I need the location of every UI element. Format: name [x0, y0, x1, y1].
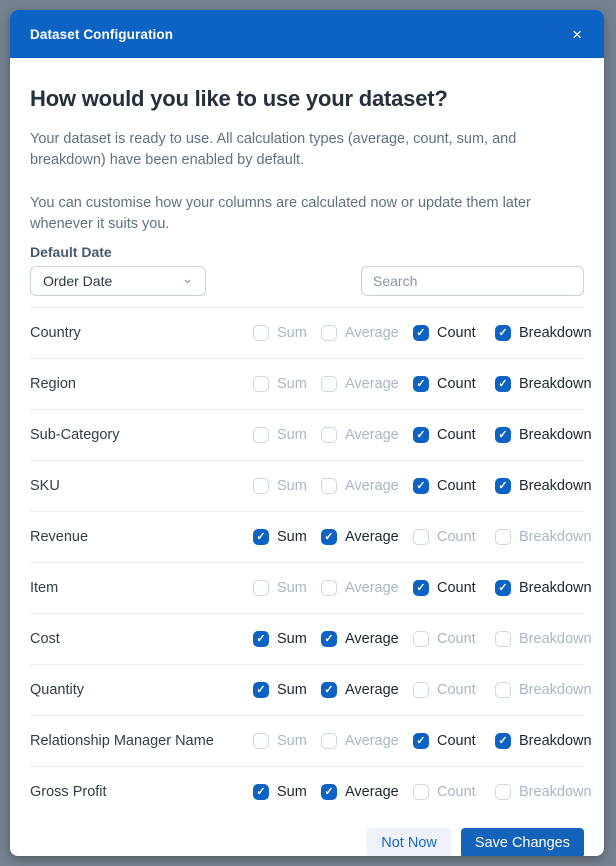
modal-header: [10, 10, 604, 58]
checkbox-label: Sum: [277, 682, 307, 698]
checkbox-option: [253, 325, 321, 341]
checkbox-label: Breakdown: [519, 478, 592, 494]
checkbox-icon[interactable]: [413, 733, 429, 749]
checkbox-label: Count: [437, 784, 476, 800]
column-name: SKU: [30, 478, 60, 494]
checkbox-icon[interactable]: [321, 376, 337, 392]
checkbox-option: [413, 682, 495, 698]
checkbox-icon[interactable]: [413, 478, 429, 494]
default-date-selected-value: Order Date: [43, 273, 113, 289]
controls-row: [30, 266, 584, 296]
checkbox-label: Average: [345, 325, 399, 341]
checkbox-option: [253, 733, 321, 749]
table-row: [30, 460, 592, 511]
column-name: Relationship Manager Name: [30, 733, 214, 749]
checkbox-option[interactable]: [495, 427, 592, 443]
checkbox-option: [495, 682, 592, 698]
dataset-configuration-modal: [10, 10, 604, 856]
checkbox-icon[interactable]: [253, 580, 269, 596]
checkbox-icon[interactable]: [253, 733, 269, 749]
checkbox-option[interactable]: [413, 427, 495, 443]
checkbox-label: Count: [437, 376, 476, 392]
modal-footer: [10, 817, 604, 856]
table-row: [30, 409, 592, 460]
table-row: [30, 562, 592, 613]
column-name: Gross Profit: [30, 784, 107, 800]
checkbox-icon[interactable]: [413, 631, 429, 647]
checkbox-icon[interactable]: [321, 427, 337, 443]
checkbox-icon[interactable]: [495, 784, 511, 800]
checkbox-label: Sum: [277, 784, 307, 800]
checkbox-icon[interactable]: [253, 478, 269, 494]
checkbox-option[interactable]: [253, 631, 321, 647]
checkbox-option: [321, 478, 413, 494]
modal-header-title: Dataset Configuration: [30, 26, 174, 42]
checkbox-icon[interactable]: [413, 427, 429, 443]
checkbox-label: Average: [345, 529, 399, 545]
checkbox-option: [321, 376, 413, 392]
close-icon[interactable]: ×: [572, 24, 582, 44]
checkbox-option: [321, 325, 413, 341]
checkbox-label: Average: [345, 631, 399, 647]
checkbox-option[interactable]: [321, 529, 413, 545]
table-row: [30, 358, 592, 409]
checkbox-label: Sum: [277, 631, 307, 647]
checkbox-label: Breakdown: [519, 376, 592, 392]
table-row: [30, 307, 592, 358]
checkbox-option[interactable]: [495, 478, 592, 494]
checkbox-option[interactable]: [413, 478, 495, 494]
checkbox-label: Count: [437, 580, 476, 596]
checkbox-option: [321, 427, 413, 443]
column-name: Quantity: [30, 682, 84, 698]
checkbox-icon[interactable]: [495, 529, 511, 545]
checkbox-icon[interactable]: [321, 529, 337, 545]
checkbox-icon[interactable]: [321, 631, 337, 647]
checkbox-label: Sum: [277, 580, 307, 596]
intro-paragraph-1: Your dataset is ready to use. All calculation types (average, count, sum, and breakdown) have been enabled by default.: [30, 131, 517, 168]
column-name: Revenue: [30, 529, 89, 545]
checkbox-label: Breakdown: [519, 580, 592, 596]
checkbox-icon[interactable]: [413, 580, 429, 596]
checkbox-option[interactable]: [495, 580, 592, 596]
checkbox-label: Count: [437, 529, 476, 545]
checkbox-label: Sum: [277, 529, 307, 545]
table-row: [30, 613, 592, 664]
modal-body: [10, 58, 604, 817]
checkbox-label: Average: [345, 682, 399, 698]
checkbox-label: Breakdown: [519, 325, 592, 341]
checkbox-option: [321, 580, 413, 596]
checkbox-icon[interactable]: [321, 325, 337, 341]
checkbox-option[interactable]: [495, 325, 592, 341]
checkbox-label: Breakdown: [519, 631, 592, 647]
checkbox-icon[interactable]: [321, 580, 337, 596]
checkbox-label: Average: [345, 580, 399, 596]
column-name: Item: [30, 580, 59, 596]
save-changes-button[interactable]: Save Changes: [461, 828, 584, 856]
checkbox-label: Average: [345, 733, 399, 749]
columns-table: [30, 307, 592, 817]
checkbox-option[interactable]: [253, 682, 321, 698]
checkbox-label: Count: [437, 325, 476, 341]
checkbox-option[interactable]: [321, 631, 413, 647]
checkbox-label: Breakdown: [519, 529, 592, 545]
checkbox-icon[interactable]: [495, 478, 511, 494]
column-name: Country: [30, 325, 81, 341]
checkbox-icon[interactable]: [495, 580, 511, 596]
checkbox-icon[interactable]: [253, 325, 269, 341]
checkbox-label: Average: [345, 784, 399, 800]
checkbox-label: Count: [437, 631, 476, 647]
not-now-button[interactable]: Not Now: [367, 828, 451, 856]
checkbox-icon[interactable]: [413, 682, 429, 698]
checkbox-label: Breakdown: [519, 784, 592, 800]
checkbox-option: [413, 631, 495, 647]
checkbox-icon[interactable]: [495, 631, 511, 647]
checkbox-option[interactable]: [413, 376, 495, 392]
checkbox-option: [413, 529, 495, 545]
checkbox-label: Average: [345, 427, 399, 443]
checkbox-option: [495, 784, 592, 800]
checkbox-icon[interactable]: [413, 529, 429, 545]
checkbox-option: [253, 478, 321, 494]
checkbox-icon[interactable]: [413, 784, 429, 800]
checkbox-option[interactable]: [253, 784, 321, 800]
checkbox-option[interactable]: [495, 376, 592, 392]
checkbox-label: Count: [437, 682, 476, 698]
checkbox-icon[interactable]: [413, 376, 429, 392]
checkbox-icon[interactable]: [495, 325, 511, 341]
table-row: [30, 766, 592, 817]
checkbox-option: [413, 784, 495, 800]
checkbox-icon[interactable]: [495, 733, 511, 749]
checkbox-label: Sum: [277, 325, 307, 341]
chevron-down-icon: ⌄: [182, 270, 193, 286]
checkbox-label: Breakdown: [519, 733, 592, 749]
table-row: [30, 715, 592, 766]
checkbox-label: Sum: [277, 376, 307, 392]
checkbox-icon[interactable]: [495, 427, 511, 443]
table-row: [30, 664, 592, 715]
checkbox-icon[interactable]: [253, 682, 269, 698]
checkbox-option: [495, 631, 592, 647]
checkbox-label: Sum: [277, 427, 307, 443]
checkbox-option: [253, 427, 321, 443]
checkbox-option[interactable]: [321, 784, 413, 800]
page-title: How would you like to use your dataset?: [30, 86, 448, 111]
checkbox-icon[interactable]: [413, 325, 429, 341]
checkbox-option[interactable]: [413, 325, 495, 341]
checkbox-option[interactable]: [413, 580, 495, 596]
checkbox-icon[interactable]: [253, 784, 269, 800]
intro-paragraph-2: You can customise how your columns are calculated now or update them later whenever it suits you.: [30, 195, 531, 232]
checkbox-label: Average: [345, 376, 399, 392]
checkbox-option: [495, 529, 592, 545]
checkbox-option: [253, 580, 321, 596]
checkbox-option[interactable]: [413, 733, 495, 749]
checkbox-label: Count: [437, 478, 476, 494]
checkbox-icon[interactable]: [253, 376, 269, 392]
table-row: [30, 511, 592, 562]
checkbox-option: [253, 376, 321, 392]
checkbox-icon[interactable]: [321, 478, 337, 494]
column-name: Sub-Category: [30, 427, 120, 443]
column-name: Cost: [30, 631, 60, 647]
checkbox-option[interactable]: [321, 682, 413, 698]
checkbox-label: Breakdown: [519, 682, 592, 698]
checkbox-option[interactable]: [495, 733, 592, 749]
checkbox-icon[interactable]: [495, 376, 511, 392]
default-date-label: Default Date: [30, 244, 112, 260]
checkbox-option[interactable]: [253, 529, 321, 545]
checkbox-icon[interactable]: [495, 682, 511, 698]
checkbox-icon[interactable]: [321, 733, 337, 749]
checkbox-icon[interactable]: [321, 682, 337, 698]
checkbox-icon[interactable]: [253, 529, 269, 545]
default-date-select[interactable]: [30, 266, 206, 296]
checkbox-label: Sum: [277, 478, 307, 494]
checkbox-label: Count: [437, 427, 476, 443]
checkbox-icon[interactable]: [253, 427, 269, 443]
checkbox-icon[interactable]: [253, 631, 269, 647]
checkbox-option: [321, 733, 413, 749]
search-input[interactable]: [361, 266, 584, 296]
checkbox-label: Sum: [277, 733, 307, 749]
checkbox-icon[interactable]: [321, 784, 337, 800]
checkbox-label: Average: [345, 478, 399, 494]
checkbox-label: Breakdown: [519, 427, 592, 443]
checkbox-label: Count: [437, 733, 476, 749]
column-name: Region: [30, 376, 76, 392]
